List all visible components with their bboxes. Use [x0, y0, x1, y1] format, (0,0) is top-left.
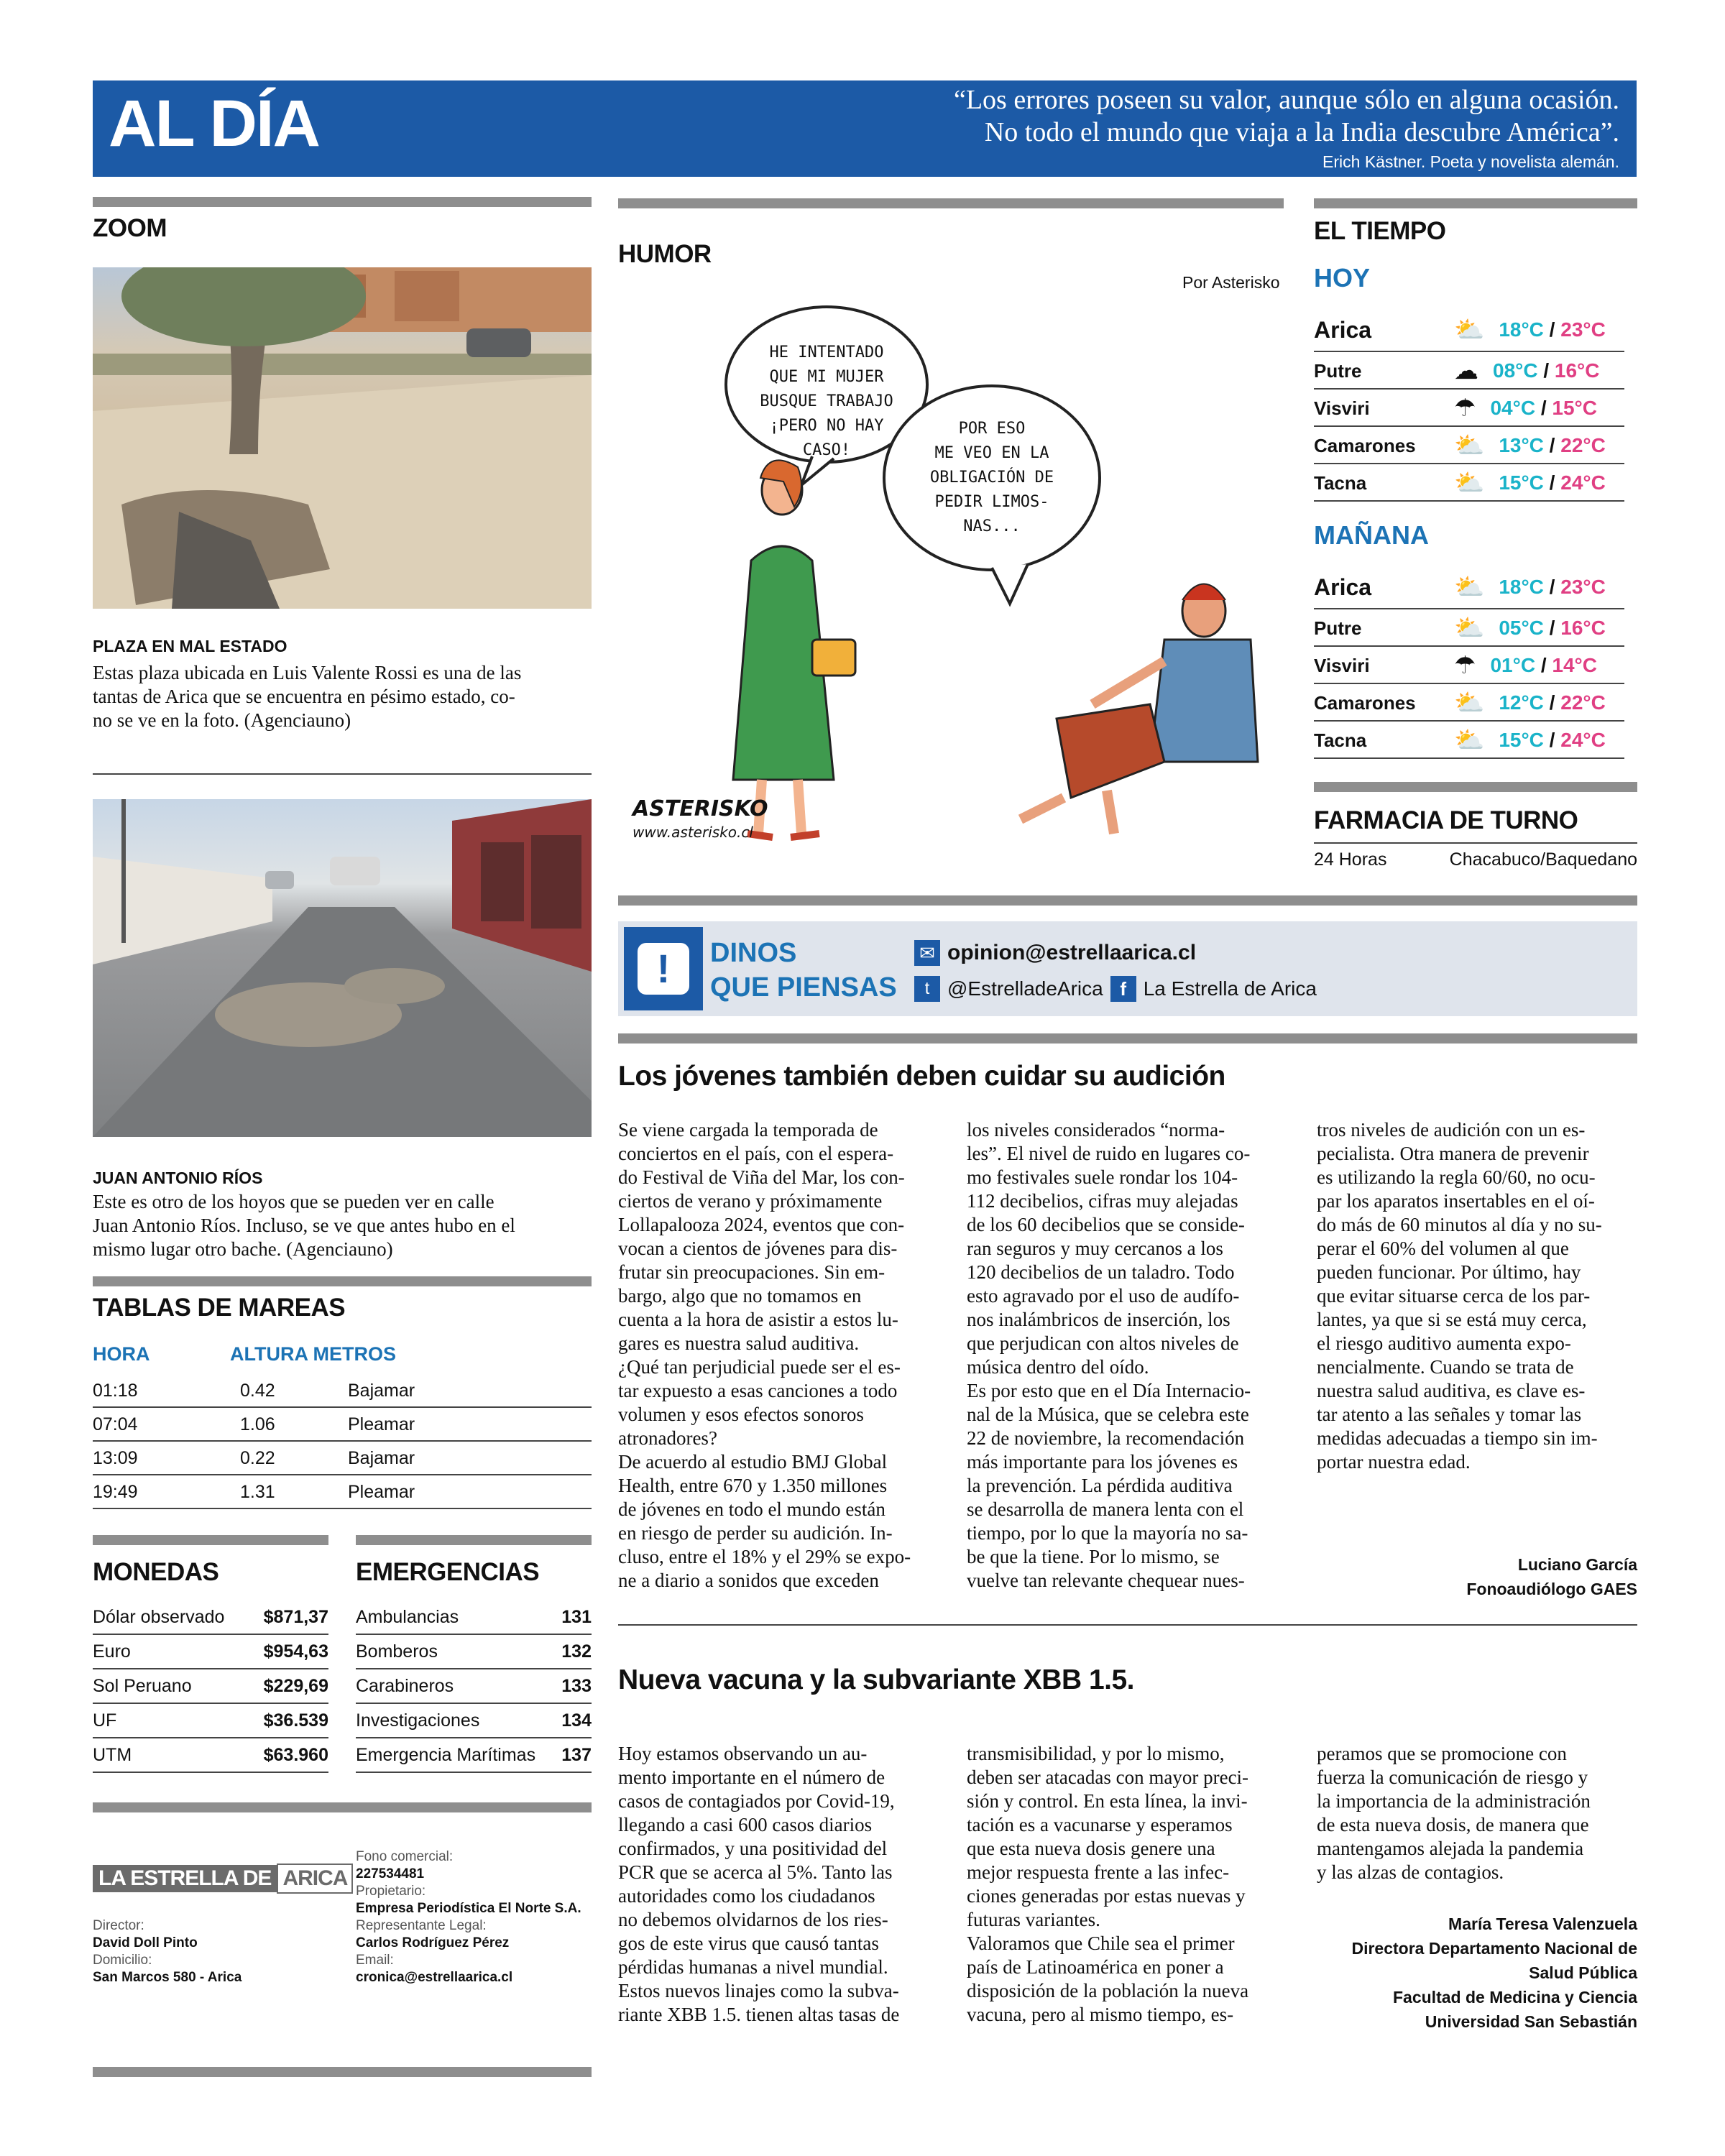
temp-min: 15°C	[1499, 471, 1544, 494]
article-line: esto agravado por el uso de audífo-	[967, 1285, 1240, 1307]
facebook-icon: f	[1110, 976, 1136, 1002]
sun-cloud-icon: ⛅	[1454, 614, 1485, 642]
weather-title: EL TIEMPO	[1314, 217, 1446, 245]
article-line: peramos que se promocione con	[1317, 1743, 1567, 1764]
pharmacy-row	[1314, 842, 1637, 875]
article-line: gos de este virus que causó tantas	[618, 1932, 879, 1954]
street-photo	[93, 799, 592, 1137]
tides-col-hour: HORA	[93, 1343, 150, 1365]
article-line: ¿Qué tan perjudicial puede ser el es-	[618, 1356, 901, 1378]
article-line: volumen y esos efectos sonoros	[618, 1404, 864, 1425]
quote-author: Erich Kästner. Poeta y novelista alemán.	[1322, 152, 1619, 171]
currency-value: $63.960	[263, 1745, 328, 1765]
currency-row	[93, 1739, 328, 1773]
caption-line: Juan Antonio Ríos. Incluso, se ve que antes hubo en el	[93, 1215, 515, 1236]
article-line: y las alzas de contagios.	[1317, 1861, 1504, 1883]
sun-cloud-icon: ⛅	[1454, 316, 1485, 344]
article-line: cluso, entre el 18% y el 29% se expo-	[618, 1546, 911, 1567]
article-line: vacuna, pero al mismo tiempo, es-	[967, 2004, 1234, 2025]
article-line: ran seguros y muy cercanos a los	[967, 1238, 1223, 1259]
weather-row: Camarones ⛅ 13°C / 22°C	[1314, 428, 1624, 464]
currency-name: Sol Peruano	[93, 1676, 192, 1696]
article-line: futuras variantes.	[967, 1909, 1100, 1930]
article-line: de los 60 decibelios que se conside-	[967, 1214, 1245, 1235]
signature-line: Directora Departamento Nacional de	[1351, 1939, 1637, 1958]
street-illustration	[93, 799, 592, 1137]
address-label: Domicilio:	[93, 1953, 152, 1968]
article-line: de jóvenes en todo el mundo están	[618, 1498, 886, 1520]
bubble-line: CASO!	[802, 441, 851, 459]
temp-max: 22°C	[1560, 434, 1606, 456]
article-line: 112 decibelios, cifras muy alejadas	[967, 1190, 1238, 1212]
rule	[1314, 198, 1637, 208]
logo-text-b: ARICA	[277, 1864, 353, 1894]
phone: 227534481	[356, 1866, 425, 1881]
article-line: pecialista. Otra manera de prevenir	[1317, 1143, 1589, 1164]
pharmacy-place: Chacabuco/Baquedano	[1449, 849, 1637, 870]
tide-hour: 19:49	[93, 1481, 138, 1502]
temp-max: 23°C	[1560, 576, 1606, 598]
dinos-email-text: opinion@estrellaarica.cl	[947, 941, 1197, 964]
dinos-banner	[618, 921, 1637, 1016]
emergency-number: 137	[561, 1745, 592, 1765]
article2-signature	[1351, 1912, 1637, 2034]
newspaper-logo	[93, 1863, 353, 1894]
photo2-caption	[93, 1190, 592, 1261]
article-line: que evitar situarse cerca de los par-	[1317, 1285, 1591, 1307]
currency-row	[93, 1601, 328, 1635]
article2-col2	[967, 1742, 1290, 2027]
emergency-name: Ambulancias	[356, 1607, 459, 1627]
tide-height: 1.06	[240, 1414, 275, 1434]
article-line: confirmados, y una positividad del	[618, 1838, 888, 1859]
weather-city: Arica	[1314, 316, 1372, 343]
weather-city: Tacna	[1314, 471, 1367, 494]
article-line: medidas adecuadas a tiempo sin im-	[1317, 1427, 1598, 1449]
article1-col3	[1317, 1118, 1640, 1474]
rule	[93, 1276, 592, 1286]
emergency-row	[356, 1739, 592, 1773]
article-line: gares es nuestra salud auditiva.	[618, 1332, 860, 1354]
article-line: atronadores?	[618, 1427, 717, 1449]
weather-city: Camarones	[1314, 434, 1416, 456]
bubble-line: HE INTENTADO	[769, 344, 884, 361]
weather-row: Tacna ⛅ 15°C / 24°C	[1314, 466, 1624, 502]
article-line: bargo, algo que no tomamos en	[618, 1285, 862, 1307]
weather-row: Visviri ☂ 01°C / 14°C	[1314, 648, 1624, 684]
article-line: no debemos olvidarnos de los ries-	[618, 1909, 888, 1930]
article-line: de esta nueva dosis, de manera que	[1317, 1814, 1589, 1835]
article-line: nuestra salud auditiva, es clave es-	[1317, 1380, 1586, 1401]
temp-max: 16°C	[1554, 359, 1600, 382]
weather-row: Camarones ⛅ 12°C / 22°C	[1314, 686, 1624, 722]
bubble-line: QUE MI MUJER	[769, 368, 884, 386]
article-line: do Festival de Viña del Mar, los con-	[618, 1166, 905, 1188]
article1-author: Luciano García	[1517, 1555, 1637, 1574]
currency-row	[93, 1670, 328, 1704]
temp-max: 24°C	[1560, 471, 1606, 494]
article1-col1	[618, 1118, 942, 1593]
address: San Marcos 580 - Arica	[93, 1970, 242, 1985]
weather-row: Putre ⛅ 05°C / 16°C	[1314, 611, 1624, 647]
tide-height: 0.42	[240, 1380, 275, 1401]
currency-name: UF	[93, 1710, 117, 1731]
article2-col1	[618, 1742, 942, 2027]
temp-max: 14°C	[1552, 654, 1597, 676]
sun-cloud-icon: ⛅	[1454, 432, 1485, 459]
article-line: que esta nueva dosis genere una	[967, 1838, 1215, 1859]
article-line: tar atento a las señales y tomar las	[1317, 1404, 1582, 1425]
owner: Empresa Periodística El Norte S.A.	[356, 1901, 581, 1916]
cloud-icon: ☁	[1454, 357, 1478, 384]
rule	[618, 198, 1284, 208]
emergency-name: Emergencia Marítimas	[356, 1745, 536, 1765]
caption-line: tantas de Arica que se encuentra en pésimo estado, co-	[93, 686, 515, 707]
weather-city: Camarones	[1314, 691, 1416, 714]
emergency-row	[356, 1670, 592, 1704]
tide-height: 0.22	[240, 1447, 275, 1468]
article-line: ciertos de verano y próximamente	[618, 1190, 883, 1212]
dinos-line-2: QUE PIENSAS	[710, 972, 897, 1003]
article-line: mantengamos alejada la pandemia	[1317, 1838, 1584, 1859]
article-line: Se viene cargada la temporada de	[618, 1119, 878, 1141]
article-line: el riesgo auditivo aumenta expo-	[1317, 1332, 1571, 1354]
article-line: fuerza la comunicación de riesgo y	[1317, 1766, 1588, 1788]
rule	[93, 2067, 592, 2077]
currency-row	[93, 1636, 328, 1669]
currency-name: Dólar observado	[93, 1607, 225, 1627]
rule	[93, 197, 592, 207]
photo1-caption	[93, 661, 592, 732]
weather-row: Arica ⛅ 18°C / 23°C	[1314, 566, 1624, 609]
article1-role: Fonoaudiólogo GAES	[1466, 1580, 1637, 1598]
emergency-number: 132	[561, 1641, 592, 1662]
article-line: música dentro del oído.	[967, 1356, 1149, 1378]
temp-min: 18°C	[1499, 576, 1544, 598]
temp-min: 08°C	[1493, 359, 1538, 382]
weather-city: Visviri	[1314, 654, 1370, 676]
article-line: Es por esto que en el Día Internacio-	[967, 1380, 1251, 1401]
article-line: deben ser atacadas con mayor preci-	[967, 1766, 1249, 1788]
emergency-number: 131	[561, 1607, 592, 1627]
plaza-photo	[93, 267, 592, 609]
currency-value: $871,37	[263, 1607, 328, 1627]
article-line: pérdidas humanas a nivel mundial.	[618, 1956, 888, 1978]
article-line: ne a diario a sonidos que exceden	[618, 1570, 879, 1591]
signature-line: Universidad San Sebastián	[1425, 2012, 1637, 2031]
article-line: De acuerdo al estudio BMJ Global	[618, 1451, 888, 1473]
tide-row	[93, 1375, 592, 1408]
bubble-line: PEDIR LIMOS-	[934, 493, 1049, 511]
article-line: la prevención. La pérdida auditiva	[967, 1475, 1233, 1496]
article-line: en riesgo de perder su audición. In-	[618, 1522, 893, 1544]
article-line: que perjudican con altos niveles de	[967, 1332, 1239, 1354]
tide-hour: 01:18	[93, 1380, 138, 1401]
weather-row: Putre ☁ 08°C / 16°C	[1314, 354, 1624, 390]
bubble-line: ¡PERO NO HAY	[769, 417, 884, 435]
dinos-twitter[interactable]: @EstrelladeArica	[947, 977, 1103, 1000]
article-line: par los aparatos insertables en el oí-	[1317, 1190, 1595, 1212]
weather-today-label: HOY	[1314, 263, 1371, 292]
article-line: mo festivales suele rondar los 104-	[967, 1166, 1238, 1188]
sun-cloud-icon: ⛅	[1454, 689, 1485, 717]
article-line: nos inalámbricos de inserción, los	[967, 1309, 1230, 1330]
sun-cloud-icon: ⛅	[1454, 727, 1485, 754]
temp-min: 04°C	[1490, 397, 1536, 419]
pharmacy-title: FARMACIA DE TURNO	[1314, 806, 1578, 834]
weather-city: Visviri	[1314, 397, 1370, 419]
caption-line: Estas plaza ubicada en Luis Valente Rossi es una de las	[93, 662, 522, 683]
bubble-line: ME VEO EN LA	[934, 444, 1049, 462]
tides-col-height: ALTURA METROS	[230, 1343, 396, 1365]
temp-max: 16°C	[1560, 617, 1606, 639]
tides-title: TABLAS DE MAREAS	[93, 1294, 346, 1322]
article-line: tación es a vacunarse y esperamos	[967, 1814, 1233, 1835]
humor-title: HUMOR	[618, 240, 712, 268]
rule	[1314, 782, 1637, 792]
speech-bubble-beggar	[891, 417, 1092, 539]
emergency-row	[356, 1636, 592, 1669]
temp-min: 15°C	[1499, 729, 1544, 751]
currency-name: UTM	[93, 1745, 132, 1765]
quote-line-2: No todo el mundo que viaja a la India descubre América”.	[984, 117, 1619, 147]
article-line: nal de la Música, que se celebra este	[967, 1404, 1249, 1425]
article-line: PCR que se acerca al 5%. Tanto las	[618, 1861, 893, 1883]
temp-min: 12°C	[1499, 691, 1544, 714]
article-line: portar nuestra edad.	[1317, 1451, 1471, 1473]
currency-value: $954,63	[263, 1641, 328, 1662]
plaza-illustration	[93, 267, 592, 609]
weather-row: Tacna ⛅ 15°C / 24°C	[1314, 723, 1624, 759]
article2-col3	[1317, 1742, 1640, 1884]
dinos-email[interactable]	[914, 940, 1196, 966]
email: cronica@estrellaarica.cl	[356, 1970, 513, 1985]
article2-title: Nueva vacuna y la subvariante XBB 1.5.	[618, 1664, 1135, 1695]
currency-title: MONEDAS	[93, 1558, 219, 1586]
page-header	[93, 80, 1637, 177]
weather-city: Putre	[1314, 359, 1362, 382]
bubble-line: BUSQUE TRABAJO	[760, 392, 893, 410]
article-line: tros niveles de audición con un es-	[1317, 1119, 1586, 1141]
article-line: 22 de noviembre, la recomendación	[967, 1427, 1245, 1449]
tide-height: 1.31	[240, 1481, 275, 1502]
temp-max: 23°C	[1560, 318, 1606, 341]
article-line: disposición de la población la nueva	[967, 1980, 1249, 2001]
article-line: cuenta a la hora de asistir a estos lu-	[618, 1309, 898, 1330]
article-line: do más de 60 minutos al día y no su-	[1317, 1214, 1602, 1235]
director: David Doll Pinto	[93, 1935, 198, 1950]
weather-row: Visviri ☂ 04°C / 15°C	[1314, 391, 1624, 427]
owner-label: Propietario:	[356, 1884, 426, 1899]
article-line: sión y control. En esta línea, la invi-	[967, 1790, 1248, 1812]
currency-value: $229,69	[263, 1676, 328, 1696]
temp-max: 22°C	[1560, 691, 1606, 714]
article-line: lantes, ya que si se está muy cerca,	[1317, 1309, 1587, 1330]
tide-hour: 07:04	[93, 1414, 138, 1434]
emergency-name: Carabineros	[356, 1676, 454, 1696]
divider	[93, 773, 592, 775]
article-line: 120 decibelios de un taladro. Todo	[967, 1261, 1235, 1283]
article-line: la importancia de la administración	[1317, 1790, 1591, 1812]
temp-max: 15°C	[1552, 397, 1597, 419]
currency-row	[93, 1705, 328, 1738]
twitter-icon: t	[914, 976, 940, 1002]
article-line: Valoramos que Chile sea el primer	[967, 1932, 1235, 1954]
currency-value: $36.539	[263, 1710, 328, 1731]
emergency-number: 134	[561, 1710, 592, 1731]
article-line: es utilizando la regla 60/60, no ocu-	[1317, 1166, 1596, 1188]
article-line: Lollapalooza 2024, eventos que con-	[618, 1214, 905, 1235]
article-line: tiempo, por lo que la mayoría no sa-	[967, 1522, 1248, 1544]
rule	[93, 1802, 592, 1812]
signature-line: Facultad de Medicina y Ciencia	[1393, 1988, 1637, 2007]
exclamation-icon: !	[624, 927, 703, 1010]
article-line: transmisibilidad, y por lo mismo,	[967, 1743, 1225, 1764]
currency-name: Euro	[93, 1641, 131, 1662]
cartoon-site: www.asterisko.cl	[632, 824, 753, 841]
weather-row: Arica ⛅ 18°C / 23°C	[1314, 309, 1624, 352]
article-line: Estos nuevos linajes como la subva-	[618, 1980, 899, 2001]
cloud-rain-icon: ☂	[1454, 395, 1476, 422]
rule	[618, 1033, 1637, 1044]
weather-city: Tacna	[1314, 729, 1367, 751]
emergency-name: Investigaciones	[356, 1710, 480, 1731]
rule	[618, 895, 1637, 906]
temp-min: 05°C	[1499, 617, 1544, 639]
article-line: Hoy estamos observando un au-	[618, 1743, 868, 1764]
signature-line: Salud Pública	[1529, 1963, 1637, 1982]
temp-min: 13°C	[1499, 434, 1544, 456]
email-label: Email:	[356, 1953, 394, 1968]
weather-tomorrow-label: MAÑANA	[1314, 520, 1429, 550]
article-line: mejor respuesta frente a las infec-	[967, 1861, 1230, 1883]
article-line: conciertos en el país, con el espera-	[618, 1143, 894, 1164]
tide-type: Pleamar	[348, 1414, 415, 1434]
article-line: autoridades como los ciudadanos	[618, 1885, 875, 1907]
phone-label: Fono comercial:	[356, 1849, 454, 1864]
logo-text-a: LA ESTRELLA DE	[93, 1865, 277, 1892]
article1-col2	[967, 1118, 1290, 1593]
masthead-left	[93, 1917, 242, 1986]
humor-byline: Por Asterisko	[1182, 273, 1280, 292]
divider	[618, 1624, 1637, 1626]
quote-line-1: “Los errores poseen su valor, aunque sólo en alguna ocasión.	[953, 85, 1619, 115]
weather-city: Arica	[1314, 573, 1372, 600]
article-line: pueden funcionar. Por último, hay	[1317, 1261, 1581, 1283]
caption-line: mismo lugar otro bache. (Agenciauno)	[93, 1238, 393, 1260]
article-line: Health, entre 670 y 1.350 millones	[618, 1475, 888, 1496]
article-line: perar el 60% del volumen al que	[1317, 1238, 1569, 1259]
signature-line: María Teresa Valenzuela	[1448, 1915, 1637, 1933]
emergency-title: EMERGENCIAS	[356, 1558, 540, 1586]
tide-type: Bajamar	[348, 1380, 415, 1401]
article-line: más importante para los jóvenes es	[967, 1451, 1238, 1473]
section-title: AL DÍA	[109, 87, 319, 160]
cartoon-signature: ASTERISKO	[632, 796, 768, 821]
photo2-caption-title: JUAN ANTONIO RÍOS	[93, 1169, 263, 1187]
sun-cloud-icon: ⛅	[1454, 573, 1485, 601]
temp-max: 24°C	[1560, 729, 1606, 751]
legal-rep-label: Representante Legal:	[356, 1918, 487, 1933]
article-line: país de Latinoamérica en poner a	[967, 1956, 1224, 1978]
article-line: mento importante en el número de	[618, 1766, 886, 1788]
tide-row	[93, 1442, 592, 1475]
article-line: nencialmente. Cuando se trata de	[1317, 1356, 1574, 1378]
article-line: vocan a cientos de jóvenes para dis-	[618, 1238, 898, 1259]
photo1-caption-title: PLAZA EN MAL ESTADO	[93, 637, 288, 655]
weather-city: Putre	[1314, 617, 1362, 639]
tide-row	[93, 1409, 592, 1442]
emergency-row	[356, 1705, 592, 1738]
article1-signature	[1466, 1552, 1637, 1601]
mail-icon: ✉	[914, 940, 940, 966]
article1-title: Los jóvenes también deben cuidar su audición	[618, 1061, 1225, 1092]
caption-line: no se ve en la foto. (Agenciauno)	[93, 709, 351, 731]
dinos-title	[710, 936, 897, 1005]
bubble-line: NAS...	[963, 517, 1021, 535]
bubble-line: OBLIGACIÓN DE	[929, 469, 1054, 487]
dinos-social	[914, 976, 1317, 1002]
article-line: vuelve tan relevante chequear nues-	[967, 1570, 1245, 1591]
rule	[93, 1535, 328, 1545]
article-line: riante XBB 1.5. tienen altas tasas de	[618, 2004, 900, 2025]
rule	[356, 1535, 592, 1545]
article-line: les”. El nivel de ruido en lugares co-	[967, 1143, 1251, 1164]
temp-min: 18°C	[1499, 318, 1544, 341]
emergency-number: 133	[561, 1676, 592, 1696]
article-line: be que la tiene. Por lo mismo, se	[967, 1546, 1220, 1567]
zoom-title: ZOOM	[93, 214, 167, 242]
tide-hour: 13:09	[93, 1447, 138, 1468]
emergency-row	[356, 1601, 592, 1635]
director-label: Director:	[93, 1918, 144, 1933]
sun-cloud-icon: ⛅	[1454, 469, 1485, 497]
article-line: casos de contagiados por Covid-19,	[618, 1790, 895, 1812]
article-line: llegando a casi 600 casos diarios	[618, 1814, 873, 1835]
tide-type: Bajamar	[348, 1447, 415, 1468]
caption-line: Este es otro de los hoyos que se pueden ver en calle	[93, 1191, 494, 1212]
temp-min: 01°C	[1490, 654, 1536, 676]
dinos-facebook[interactable]: La Estrella de Arica	[1143, 977, 1317, 1000]
pharmacy-hours: 24 Horas	[1314, 849, 1387, 870]
tide-type: Pleamar	[348, 1481, 415, 1502]
article-line: ciones generadas por estas nuevas y	[967, 1885, 1246, 1907]
emergency-name: Bomberos	[356, 1641, 438, 1662]
article-line: frutar sin preocupaciones. Sin em-	[618, 1261, 886, 1283]
bubble-line: POR ESO	[958, 420, 1026, 438]
article-line: los niveles considerados “norma-	[967, 1119, 1225, 1141]
legal-rep: Carlos Rodríguez Pérez	[356, 1935, 510, 1950]
dinos-line-1: DINOS	[710, 938, 797, 968]
article-line: tar expuesto a esas canciones a todo	[618, 1380, 898, 1401]
masthead-right	[356, 1848, 581, 1986]
tide-row	[93, 1476, 592, 1509]
cartoon-illustration	[618, 302, 1284, 855]
article-line: se desarrolla de manera lenta con el	[967, 1498, 1244, 1520]
cloud-rain-icon: ☂	[1454, 652, 1476, 679]
